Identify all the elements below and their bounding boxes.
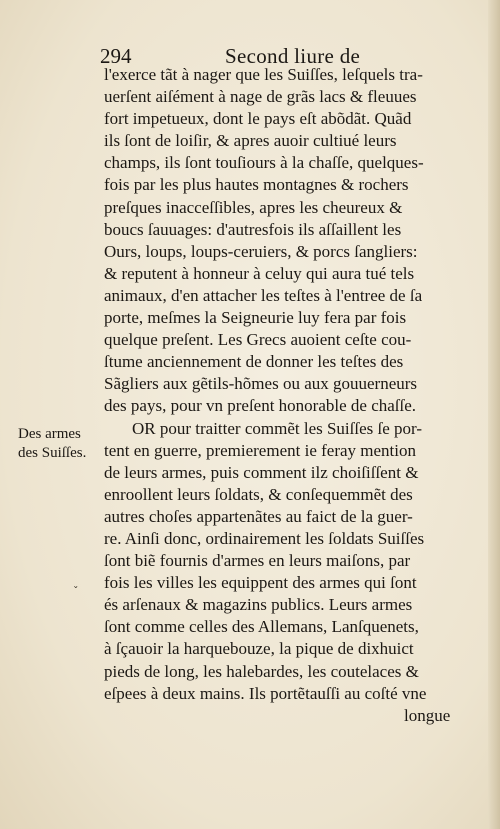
text-line: uerſent aiſément à nage de grãs lacs & fleuues <box>104 87 417 107</box>
text-line: re. Ainſi donc, ordinairement les ſoldats Suiſſes <box>104 528 425 548</box>
text-line: porte, meſmes la Seigneurie luy fera par fois <box>104 308 407 328</box>
text-line: Sãgliers aux gẽtils-hõmes ou aux gouuerneurs <box>104 374 418 394</box>
text-line: tent en guerre, premierement ie feray mention <box>104 440 416 460</box>
text-line: fois par les plus hautes montagnes & rochers <box>104 175 409 195</box>
text-line: boucs ſauuages: d'autresfois ils aſſaillent les <box>104 219 402 239</box>
text-line: des pays, pour vn preſent honorable de chaſſe. <box>104 396 417 416</box>
text-line-paragraph-start: OR pour traitter commẽt les Suiſſes ſe por- <box>132 418 423 438</box>
text-line: autres choſes appartenãtes au faict de la guer- <box>104 506 413 526</box>
text-line: preſques inacceſſibles, apres les cheureux & <box>104 197 403 217</box>
body-text <box>104 64 464 705</box>
page-number: 294 <box>100 44 132 68</box>
text-line: ils ſont de loiſir, & apres auoir cultiué leurs <box>104 131 397 151</box>
text-line: à ſçauoir la harquebouze, la pique de dixhuict <box>104 639 414 659</box>
text-line: Ours, loups, loups-ceruiers, & porcs ſangliers: <box>104 241 418 261</box>
text-line: ſont biẽ fournis d'armes en leurs maiſons, par <box>104 551 411 571</box>
marginal-note-line: Des armes <box>18 426 81 442</box>
text-line: ſont comme celles des Allemans, Lanſquenets, <box>104 617 419 637</box>
text-line: és arſenaux & magazins publics. Leurs armes <box>104 595 413 615</box>
text-line: fois les villes les equippent des armes qui ſont <box>104 573 417 593</box>
text-line: de leurs armes, puis comment ilz choiſiſſent & <box>104 462 419 482</box>
text-line: enroollent leurs ſoldats, & conſequemmẽt des <box>104 484 413 504</box>
text-line: animaux, d'en attacher les teſtes à l'entree de ſa <box>104 285 423 305</box>
text-line: l'exerce tãt à nager que les Suiſſes, leſquels tra- <box>104 65 423 84</box>
marginal-note-line: des Suiſſes. <box>18 445 87 461</box>
catchword: longue <box>404 706 451 725</box>
text-line: quelque preſent. Les Grecs auoient ceſte cou- <box>104 330 412 350</box>
text-line: fort impetueux, dont le pays eſt abõdãt. Quãd <box>104 109 412 129</box>
running-head: Second liure de <box>225 44 361 68</box>
marginal-mark: ˇ <box>73 585 79 598</box>
text-line: ſtume anciennement de donner les teſtes des <box>104 352 404 372</box>
text-line: eſpees à deux mains. Ils portẽtauſſi au coſté vne <box>104 683 427 703</box>
marginal-note <box>18 425 108 463</box>
page-gutter-shadow <box>488 0 500 829</box>
text-line: pieds de long, les halebardes, les coutelaces & <box>104 661 419 681</box>
text-line: champs, ils ſont touſiours à la chaſſe, quelques- <box>104 153 424 173</box>
text-line: & reputent à honneur à celuy qui aura tué tels <box>104 263 415 283</box>
